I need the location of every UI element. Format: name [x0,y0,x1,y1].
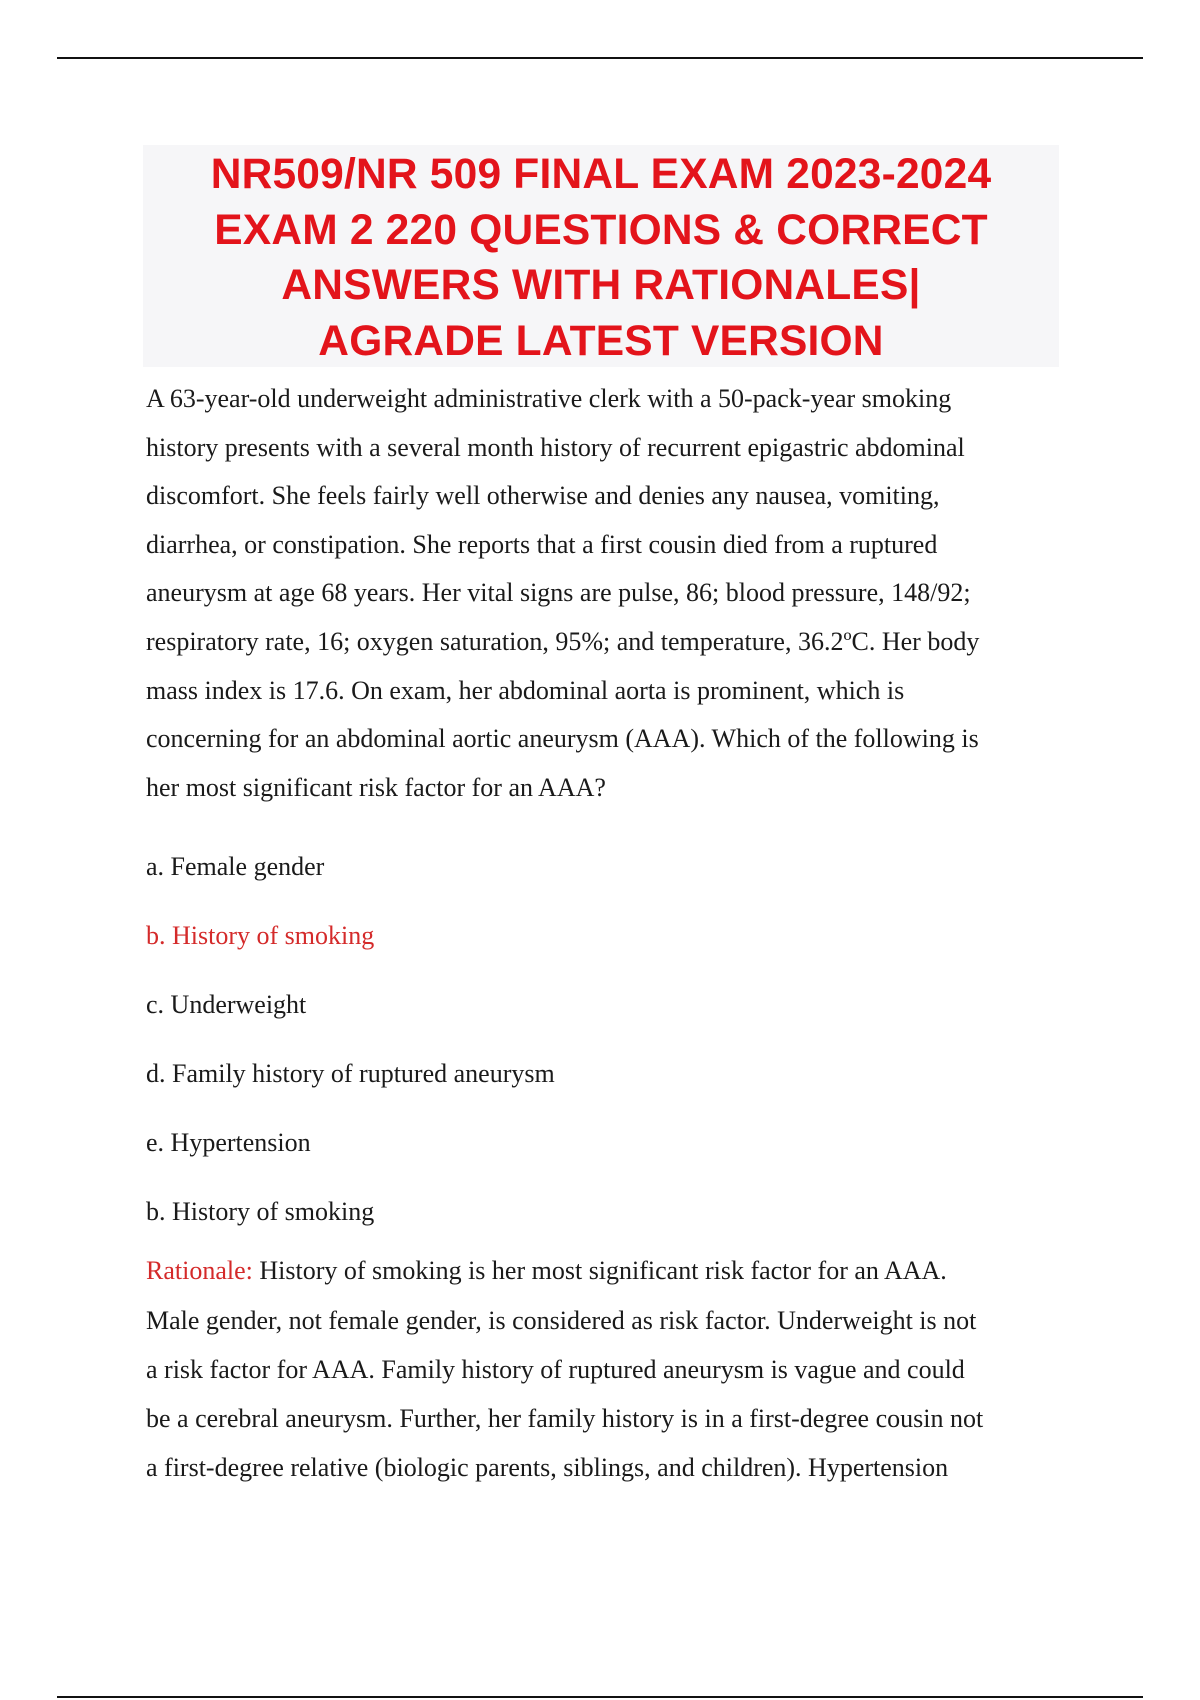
question-line: aneurysm at age 68 years. Her vital signs are pulse, 86; blood pressure, 148/92; [146,578,971,608]
option-a: a. Female gender [146,852,325,882]
rationale-line: a first-degree relative (biologic parents, siblings, and children). Hypertension [146,1453,949,1483]
title-line: EXAM 2 220 QUESTIONS & CORRECT [214,206,988,254]
option-e: e. Hypertension [146,1128,311,1158]
document-body [146,375,1066,1492]
rationale-line: Male gender, not female gender, is considered as risk factor. Underweight is not [146,1305,977,1335]
top-rule [57,57,1143,59]
rationale-text: History of smoking is her most significant risk factor for an AAA. [252,1256,947,1286]
question-stem [146,375,1066,812]
rationale-line: a risk factor for AAA. Family history of ruptured aneurysm is vague and could [146,1354,965,1384]
question-line: A 63-year-old underweight administrative clerk with a 50-pack-year smoking [146,384,952,413]
title-line: ANSWERS WITH RATIONALES| [281,262,921,309]
bottom-rule [57,1696,1143,1698]
question-line: respiratory rate, 16; oxygen saturation, 95%; and temperature, 36.2ºC. Her body [146,626,980,656]
title-line: AGRADE LATEST VERSION [318,317,884,365]
question-line: discomfort. She feels fairly well otherwise and denies any nausea, vomiting, [146,481,940,511]
question-line: history presents with a several month history of recurrent epigastric abdominal [146,432,965,462]
rationale-label: Rationale: [146,1256,253,1286]
title-line: NR509/NR 509 FINAL EXAM 2023-2024 [210,151,992,198]
question-line: mass index is 17.6. On exam, her abdominal aorta is prominent, which is [146,675,905,705]
rationale [146,1246,1066,1492]
option-c: c. Underweight [146,990,307,1020]
correct-answer: b. History of smoking [146,1197,375,1227]
question-line: diarrhea, or constipation. She reports that a first cousin died from a ruptured [146,529,938,559]
rationale-line [146,1246,1066,1295]
question-line: concerning for an abdominal aortic aneurysm (AAA). Which of the following is [146,724,979,754]
rationale-line: be a cerebral aneurysm. Further, her family history is in a first-degree cousin not [146,1403,984,1433]
option-d: d. Family history of ruptured aneurysm [146,1059,555,1089]
answer-options [146,832,1066,1246]
question-line: her most significant risk factor for an AAA? [146,772,606,802]
option-b-correct: b. History of smoking [146,921,375,951]
document-title [143,145,1059,367]
